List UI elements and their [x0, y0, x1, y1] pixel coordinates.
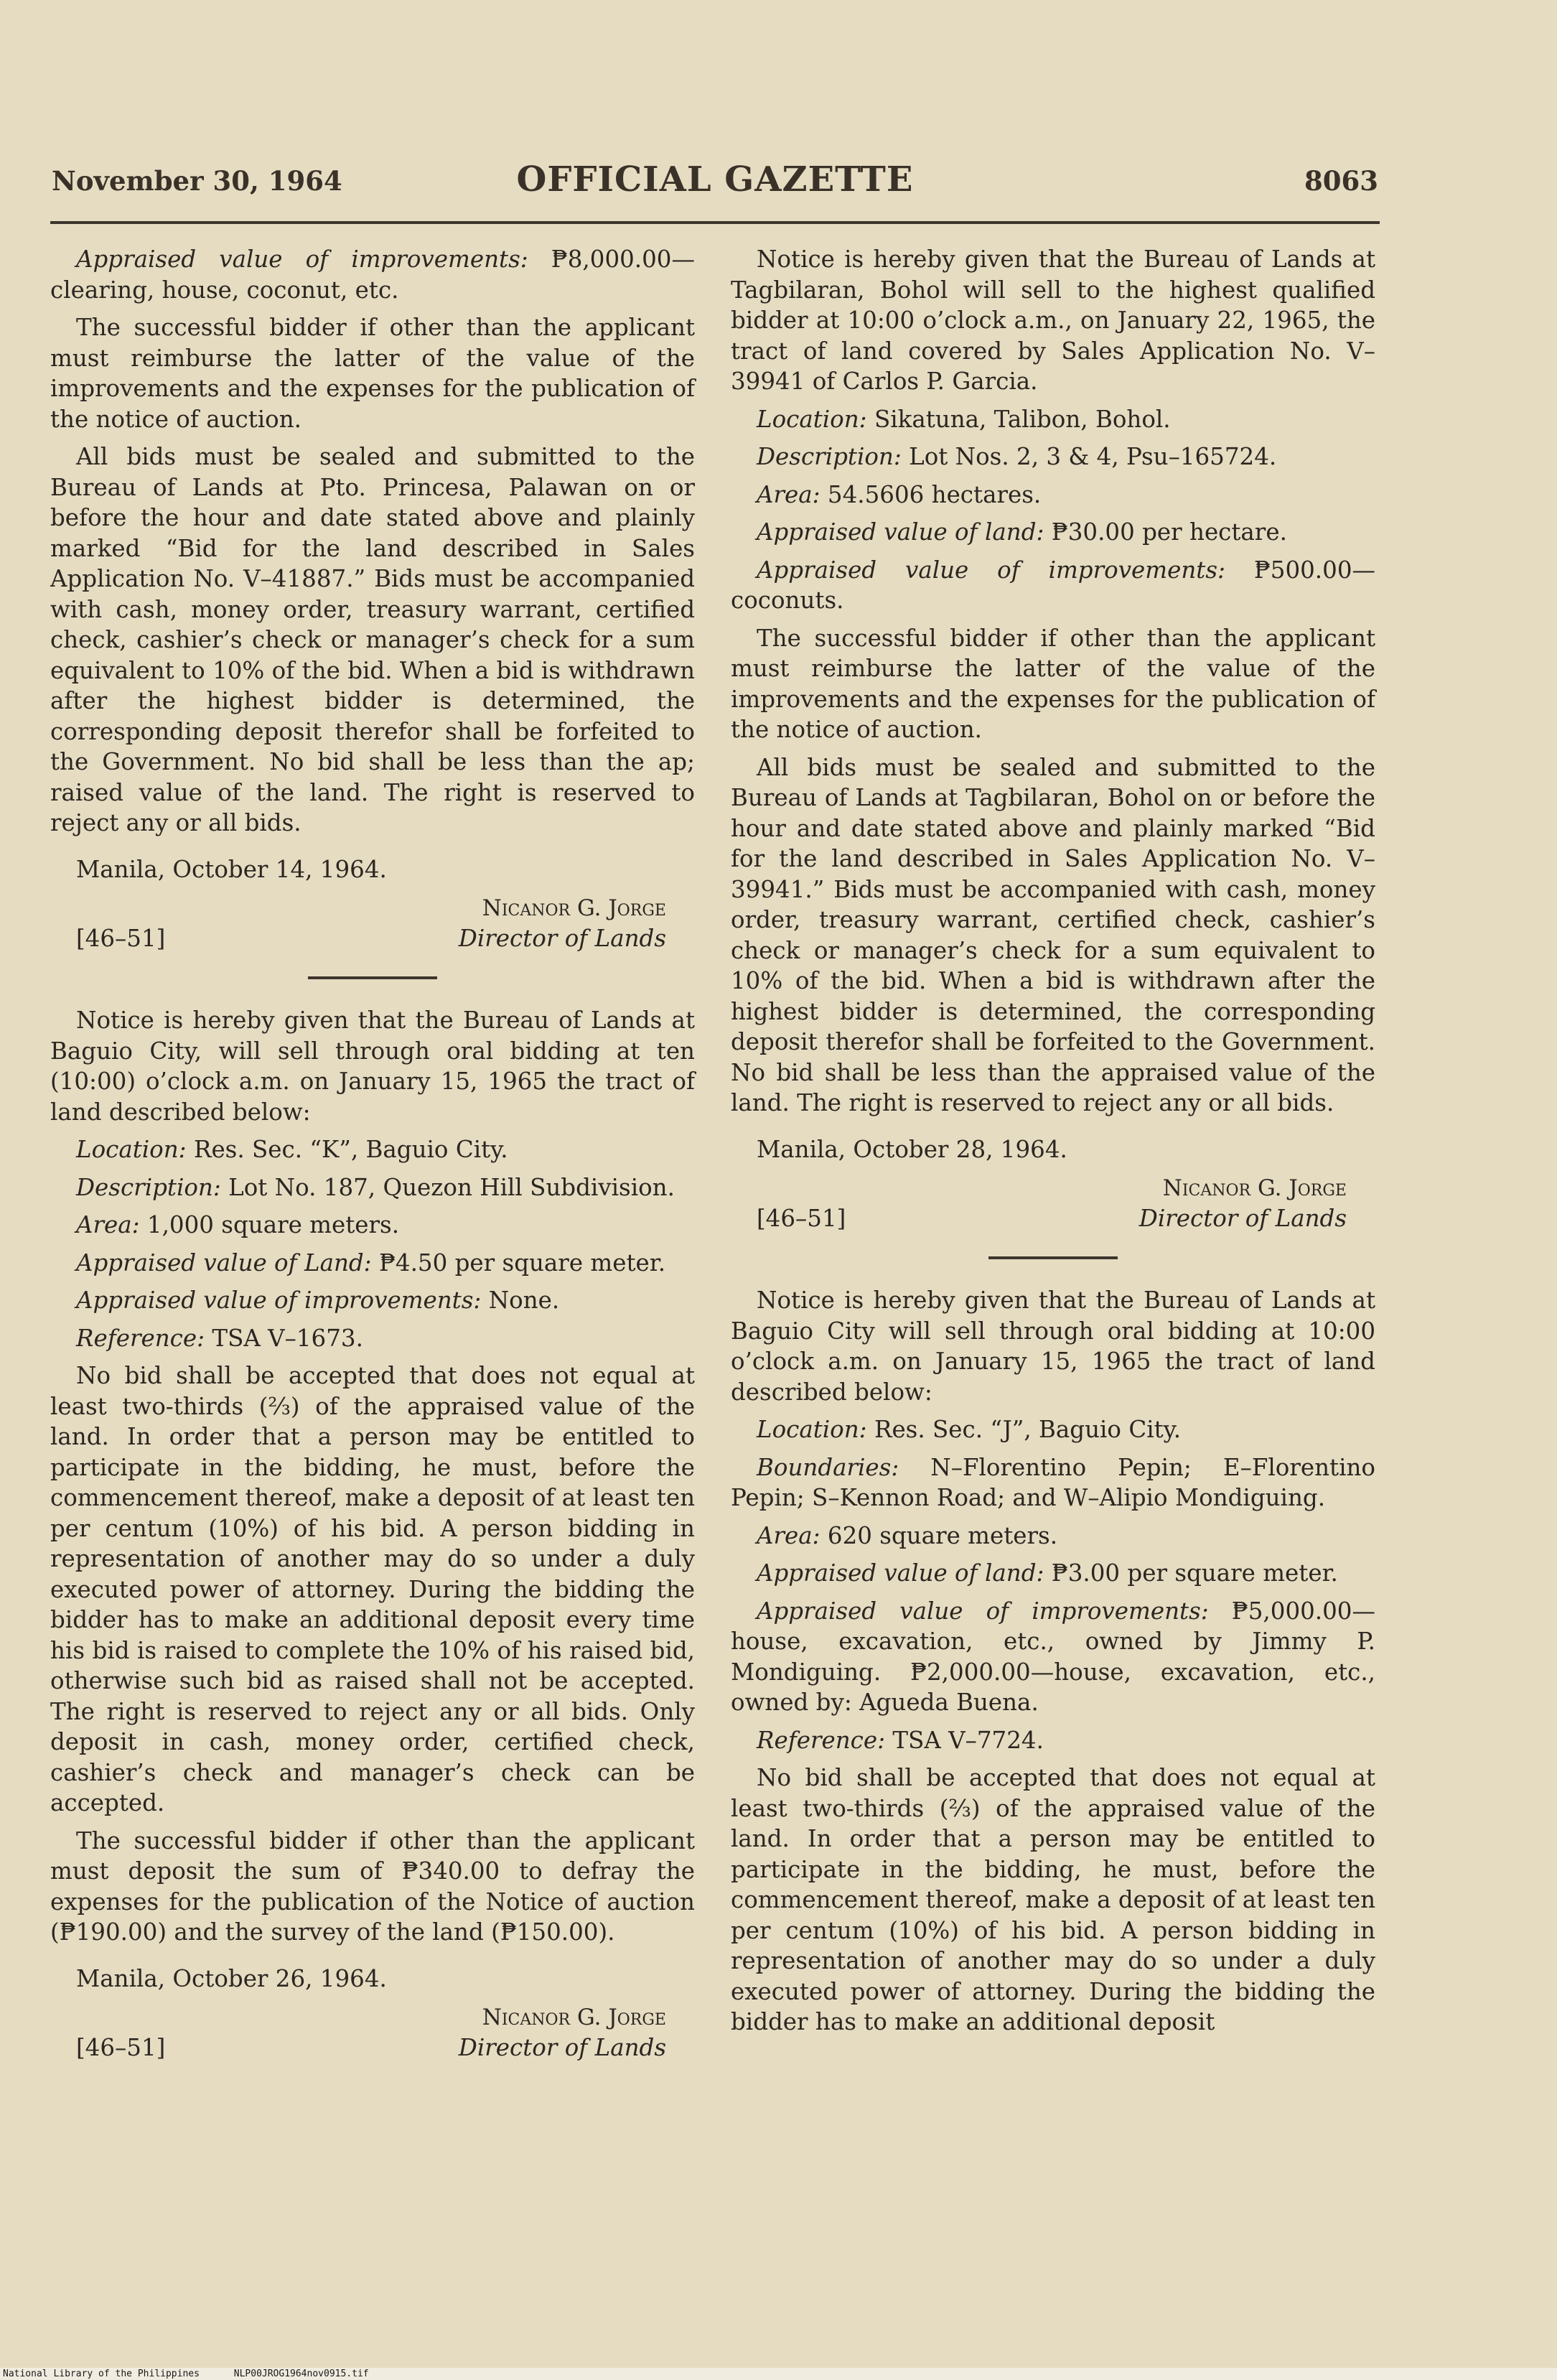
- file-name: NLP00JROG1964nov0915.tif: [233, 2369, 369, 2379]
- area-line: Area: 54.5606 hectares.: [757, 480, 1042, 508]
- location-line: Location: Sikatuna, Talibon, Bohol.: [757, 405, 1171, 433]
- deposit-paragraph: The successful bidder if other than the applicant must deposit the sum of ₱340.00 to defray the expenses for the publication of the Notice of auction (₱190.00) and the survey of the land (₱150.00).: [50, 1826, 695, 1946]
- header-rule: [50, 221, 1380, 224]
- library-credit: National Library of the Philippines: [3, 2369, 200, 2379]
- reimburse-paragraph: The successful bidder if other than the applicant must reimburse the latter of the value of the improvements and the expenses for the publication of the notice of auction.: [731, 624, 1375, 743]
- place-date: Manila, October 28, 1964.: [757, 1135, 1067, 1163]
- signature-block: [50, 893, 695, 955]
- signatory-name: Nicanor G. Jorge: [1162, 1175, 1347, 1201]
- section-divider: [308, 976, 437, 979]
- signatory-title: Director of Lands: [458, 925, 666, 952]
- issue-date: November 30, 1964: [52, 165, 342, 197]
- signatory-title: Director of Lands: [458, 2034, 666, 2061]
- land-value-line: Appraised value of land: ₱30.00 per hectare.: [757, 518, 1287, 546]
- place-date: Manila, October 14, 1964.: [76, 855, 387, 883]
- land-value-line: Appraised value of land: ₱3.00 per square meter.: [757, 1559, 1338, 1587]
- bidding-terms-paragraph: No bid shall be accepted that does not equal at least two-thirds (⅔) of the appraised value of the land. In order that a person may be entitled to participate in the bidding, he must, before the commencement thereof, make a deposit of at least ten per centum (10%) of his bid. A person bidding in representation of another may do so under a duly executed power of attorney. During the bidding the bidder has to make an additional deposit: [731, 1764, 1375, 2035]
- right-column: [731, 244, 1375, 2038]
- improvements-value-line: Appraised value of improvements: None.: [76, 1287, 560, 1314]
- publication-ref: [46–51]: [76, 925, 166, 952]
- notice-intro: Notice is hereby given that the Bureau of Lands at Baguio City will sell through oral bidding at 10:00 o’clock a.m. on January 15, 1965 the tract of land described below:: [731, 1287, 1375, 1406]
- signatory-name: Nicanor G. Jorge: [482, 2005, 666, 2030]
- land-value-line: Appraised value of Land: ₱4.50 per square meter.: [76, 1249, 666, 1277]
- area-line: Area: 1,000 square meters.: [76, 1211, 400, 1238]
- improvements-value-line: Appraised value of improvements: ₱5,000.00—house, excavation, etc., owned by Jimmy P. Mondiguing. ₱2,000.00—house, excavation, etc., owned by: Agueda Buena.: [731, 1597, 1375, 1716]
- publication-ref: [46–51]: [757, 1205, 846, 1232]
- left-column: [50, 244, 695, 2064]
- publication-ref: [46–51]: [76, 2034, 166, 2061]
- improvements-value-line: Appraised value of improvements: ₱500.00—coconuts.: [731, 556, 1375, 614]
- description-line: Description: Lot Nos. 2, 3 & 4, Psu–165724.: [757, 443, 1277, 470]
- bids-paragraph: All bids must be sealed and submitted to the Bureau of Lands at Tagbilaran, Bohol on or before the hour and date stated above and plainly marked “Bid for the land described in Sales Application No. V–39941.” Bids must be accompanied with cash, money order, treasury warrant, certified check, cashier’s check or manager’s check for a sum equivalent to 10% of the bid. When a bid is withdrawn after the highest bidder is determined, the corresponding deposit therefor shall be forfeited to the Government. No bid shall be less than the appraised value of the land. The right is reserved to reject any or all bids.: [731, 753, 1375, 1116]
- bids-paragraph: All bids must be sealed and submitted to the Bureau of Lands at Pto. Princesa, Palawan on or before the hour and date stated above and plainly marked “Bid for the land described in Sales Application No. V–41887.” Bids must be accompanied with cash, money order, treasury warrant, certified check, cashier’s check or manager’s check for a sum equivalent to 10% of the bid. When a bid is withdrawn after the highest bidder is determined, the corresponding deposit therefor shall be forfeited to the Government. No bid shall be less than the ap; raised value of the land. The right is reserved to reject any or all bids.: [50, 443, 695, 836]
- signatory-title: Director of Lands: [1138, 1205, 1347, 1232]
- bidding-terms-paragraph: No bid shall be accepted that does not equal at least two-thirds (⅔) of the appraised value of the land. In order that a person may be entitled to participate in the bidding, he must, before the commencement thereof, make a deposit of at least ten per centum (10%) of his bid. A person bidding in representation of another may do so under a duly executed power of attorney. During the bidding the bidder has to make an additional deposit every time his bid is raised to complete the 10% of his raised bid, otherwise such bid as raised shall not be accepted. The right is reserved to reject any or all bids. Only deposit in cash, money order, certified check, cashier’s check and manager’s check can be accepted.: [50, 1362, 695, 1816]
- location-line: Location: Res. Sec. “J”, Baguio City.: [757, 1416, 1182, 1443]
- section-divider: [988, 1256, 1118, 1259]
- reference-line: Reference: TSA V–7724.: [757, 1726, 1044, 1754]
- publication-title: OFFICIAL GAZETTE: [516, 159, 914, 200]
- page-number: 8063: [1304, 165, 1378, 197]
- signature-block: [731, 1173, 1375, 1235]
- location-line: Location: Res. Sec. “K”, Baguio City.: [76, 1136, 508, 1163]
- notice-intro: Notice is hereby given that the Bureau of Lands at Baguio City, will sell through oral bidding at ten (10:00) o’clock a.m. on January 15, 1965 the tract of land described below:: [50, 1007, 695, 1126]
- signatory-name: Nicanor G. Jorge: [482, 895, 666, 921]
- boundaries-line: Boundaries: N–Florentino Pepin; E–Florentino Pepin; S–Kennon Road; and W–Alipio Mondiguing.: [731, 1453, 1375, 1511]
- scan-footer: [0, 2368, 1557, 2380]
- description-line: Description: Lot No. 187, Quezon Hill Subdivision.: [76, 1173, 675, 1201]
- reimburse-paragraph: The successful bidder if other than the applicant must reimburse the latter of the value of the improvements and the expenses for the publication of the notice of auction.: [50, 314, 695, 433]
- reference-line: Reference: TSA V–1673.: [76, 1324, 363, 1352]
- signature-block: [50, 2002, 695, 2064]
- notice-intro: Notice is hereby given that the Bureau of Lands at Tagbilaran, Bohol will sell to the highest qualified bidder at 10:00 o’clock a.m., on January 22, 1965, the tract of land covered by Sales Application No. V–39941 of Carlos P. Garcia.: [731, 246, 1375, 395]
- area-line: Area: 620 square meters.: [757, 1521, 1058, 1549]
- page-header: [52, 159, 1378, 202]
- place-date: Manila, October 26, 1964.: [76, 1964, 387, 1992]
- improvements-paragraph: Appraised value of improvements: ₱8,000.00—clearing, house, coconut, etc.: [50, 246, 695, 304]
